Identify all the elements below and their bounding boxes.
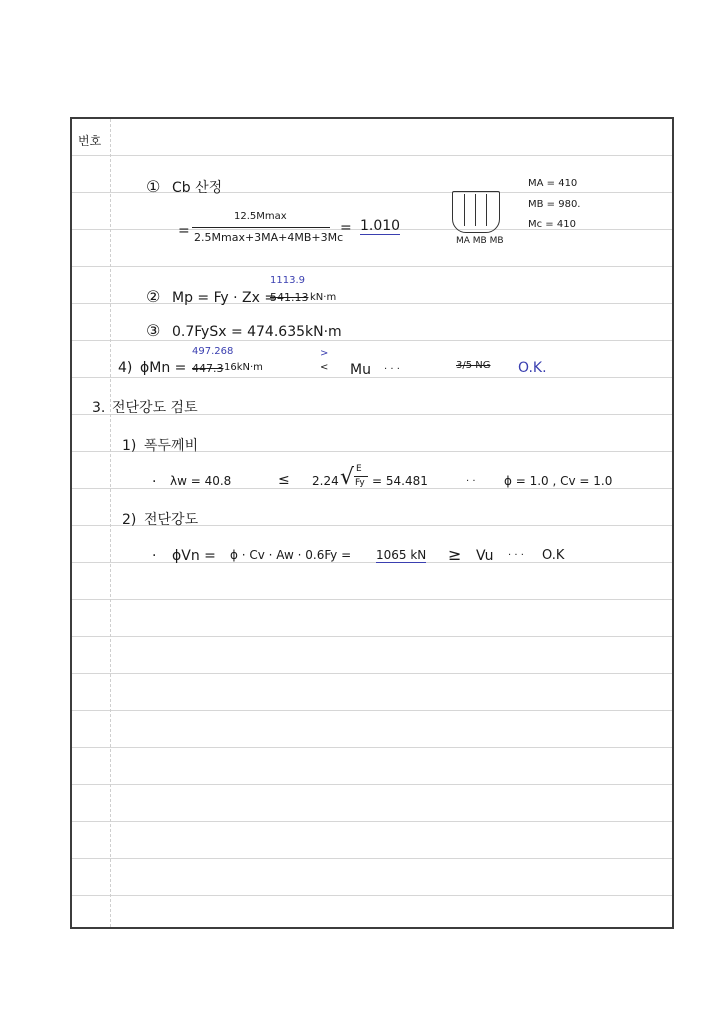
phi-vn-label: ϕVn =: [172, 548, 216, 564]
moment-diagram: [452, 191, 500, 233]
phi-mn-label: ϕMn =: [140, 360, 187, 376]
sub1-number: 1): [122, 438, 137, 454]
item4-ok: O.K.: [518, 360, 547, 376]
less-equal-sign: ≤: [278, 472, 290, 488]
header-label: 번호: [78, 134, 102, 148]
item2-number: ②: [146, 287, 161, 306]
cb-denominator: 2.5Mmax+3MA+4MB+3Mc: [194, 231, 344, 244]
moment-mc: Mc = 410: [528, 219, 576, 230]
item3-expression: 0.7FySx = 474.635kN·m: [172, 324, 342, 340]
vn-value: 1065 kN: [376, 548, 427, 562]
sub1-title: 폭두께비: [144, 438, 199, 454]
sub2-title: 전단강도: [144, 512, 199, 528]
mp-correction: 1113.9: [270, 275, 305, 286]
diagram-labels: MA MB MB: [456, 236, 504, 246]
section3-title: 전단강도 검토: [112, 400, 198, 416]
sub1-bullet: ·: [152, 474, 157, 490]
mu-label: Mu: [350, 362, 371, 378]
cb-numerator: 12.5Mmax: [234, 211, 287, 222]
sqrt-frac-line: [354, 476, 368, 477]
item4-dots: · · ·: [384, 364, 400, 375]
sub1-rhs: = 54.481: [372, 474, 428, 488]
sub1-dots: · ·: [466, 476, 476, 487]
sub2-ok: O.K: [542, 548, 565, 563]
sub2-bullet: ·: [152, 548, 157, 564]
lambda-w: λw = 40.8: [170, 474, 232, 488]
phi-mn-struck-value: 447.3: [192, 362, 224, 375]
moment-mb: MB = 980.: [528, 199, 581, 210]
sqrt-icon: √: [340, 465, 355, 490]
coef-2-24: 2.24: [312, 474, 339, 488]
item3-number: ③: [146, 321, 161, 340]
greater-equal-sign: ≥: [448, 545, 462, 564]
vu-label: Vu: [476, 548, 494, 564]
phi-mn-unit: 16kN·m: [224, 362, 263, 373]
notebook-sheet: [70, 117, 674, 929]
phi-mn-correction: 497.268: [192, 346, 234, 357]
sub2-dots: · · ·: [508, 550, 524, 561]
section3-number: 3.: [92, 400, 106, 416]
moment-ma: MA = 410: [528, 178, 578, 189]
item1-title: Cb 산정: [172, 180, 223, 196]
compare-greater: >: [320, 348, 329, 359]
cb-result: 1.010: [360, 218, 401, 234]
item4-number: 4): [118, 360, 133, 376]
sqrt-frac-top: E: [356, 464, 362, 474]
sqrt-frac-bottom: Fy: [355, 478, 365, 488]
phi-vn-expression: ϕ · Cv · Aw · 0.6Fy =: [230, 548, 352, 562]
mp-struck-value: 541.13: [270, 291, 309, 304]
mp-expression: Mp = Fy · Zx =: [172, 290, 277, 306]
cb-eq-sign: =: [178, 223, 190, 239]
cb-eq-sign-2: =: [340, 220, 352, 236]
compare-less: <: [320, 362, 329, 373]
mp-unit: kN·m: [310, 292, 337, 303]
sub2-number: 2): [122, 512, 137, 528]
item1-number: ①: [146, 177, 161, 196]
cb-fraction-line: [192, 227, 330, 228]
struck-ng: 3/5 NG: [456, 360, 491, 371]
phi-cv-values: ϕ = 1.0 , Cv = 1.0: [504, 474, 613, 488]
